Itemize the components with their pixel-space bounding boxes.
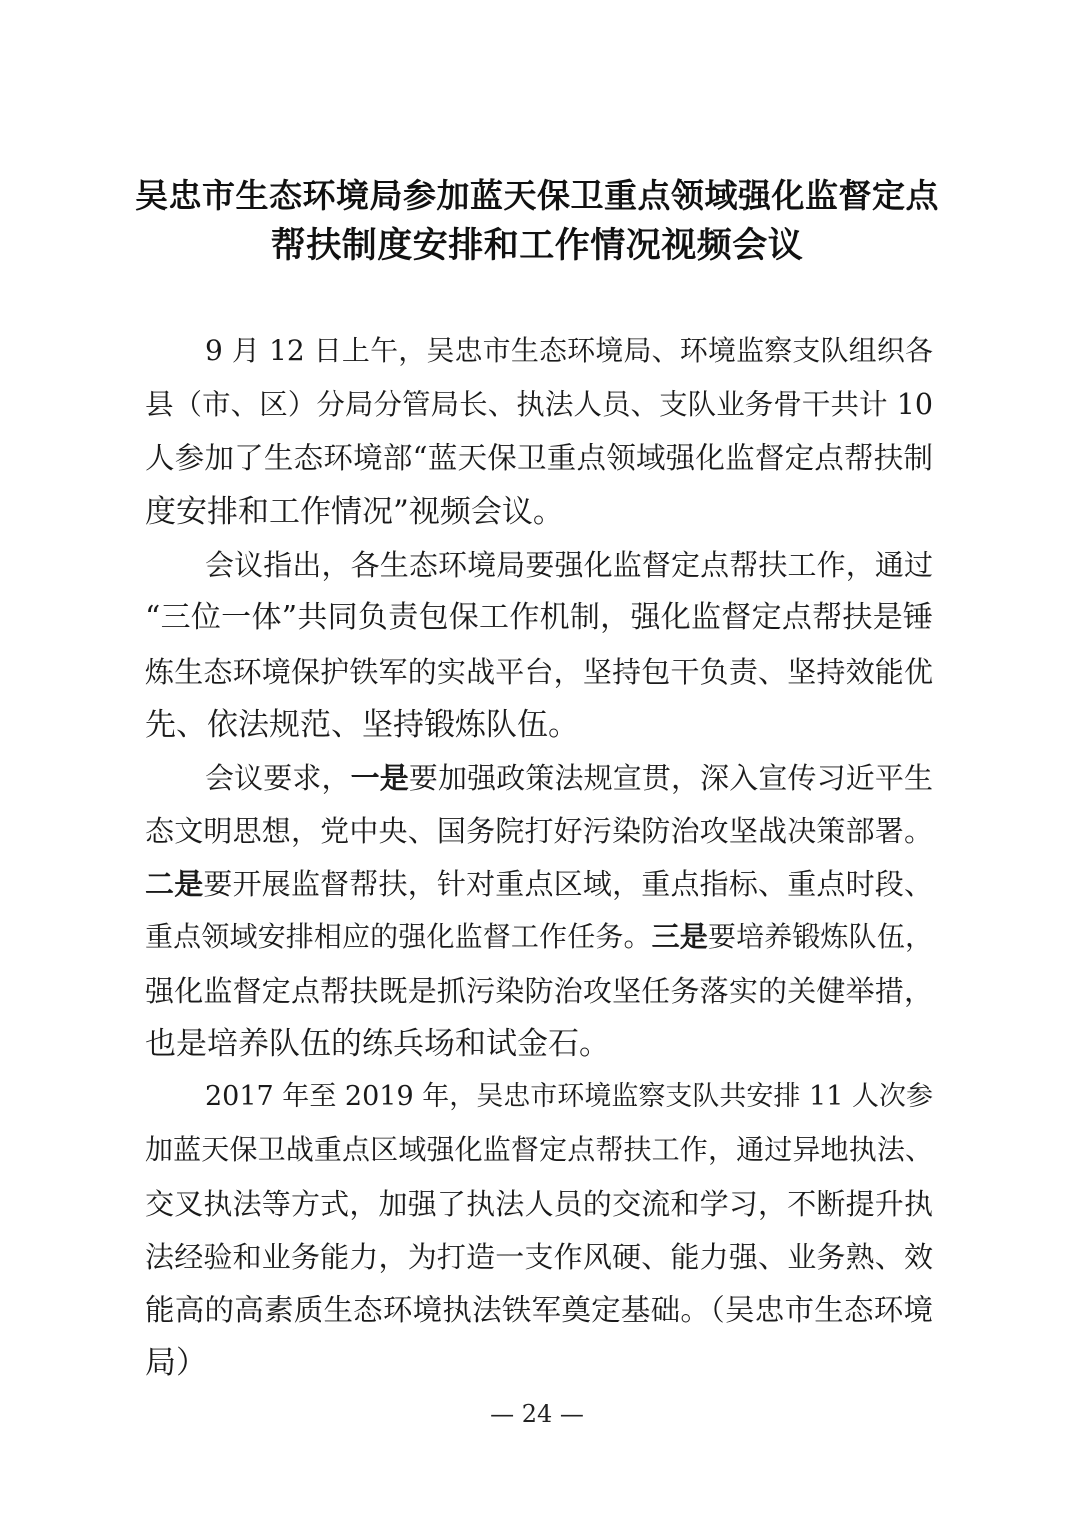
paragraph-3-line-4-post: 要培养锻炼队伍， <box>707 920 933 953</box>
paragraph-2-line-4: 先、依法规范、坚持锻炼队伍。 <box>145 707 579 743</box>
paragraph-4-line-1: 2017 年至 2019 年，吴忠市环境监察支队共安排 11 人次参 <box>205 1081 933 1112</box>
paragraph-1-line-1: 9 月 12 日上午，吴忠市生态环境局、环境监察支队组织各 <box>205 334 933 367</box>
document-title-line-2: 帮扶制度安排和工作情况视频会议 <box>270 226 804 266</box>
paragraph-3-line-6: 也是培养队伍的练兵场和试金石。 <box>145 1026 610 1062</box>
paragraph-4-line-5: 能高的高素质生态环境执法铁军奠定基础。（吴忠市生态环境 <box>145 1293 933 1327</box>
paragraph-3-line-1 <box>205 758 933 798</box>
paragraph-2-line-2: “三位一体”共同负责包保工作机制，强化监督定点帮扶是锤 <box>145 600 933 635</box>
paragraph-1-line-2: 县（市、区）分局分管局长、执法人员、支队业务骨干共计 10 <box>145 388 933 421</box>
page-number: — 24 — <box>490 1400 584 1428</box>
paragraph-3-line-5: 强化监督定点帮扶既是抓污染防治攻坚任务落实的关健举措， <box>145 974 933 1008</box>
paragraph-3-line-4 <box>145 917 933 957</box>
paragraph-4-line-4: 法经验和业务能力，为打造一支作风硬、能力强、业务熟、效 <box>145 1240 933 1274</box>
paragraph-4-line-2: 加蓝天保卫战重点区域强化监督定点帮扶工作，通过异地执法、 <box>145 1133 933 1166</box>
paragraph-3-line-1-post: 要加强政策法规宣贯，深入宣传习近平生 <box>408 761 933 795</box>
paragraph-4-line-6: 局） <box>145 1345 207 1381</box>
paragraph-3-line-3 <box>145 864 933 904</box>
document-title-line-1: 吴忠市生态环境局参加蓝天保卫重点领域强化监督定点 <box>135 176 939 215</box>
point-one-label: 一是 <box>350 761 409 795</box>
paragraph-1-line-3: 人参加了生态环境部“蓝天保卫重点领域强化监督定点帮扶制 <box>145 441 933 475</box>
paragraph-3-line-1-pre: 会议要求， <box>205 761 351 795</box>
paragraph-3-line-3-post: 要开展监督帮扶，针对重点区域，重点指标、重点时段、 <box>203 867 933 901</box>
paragraph-1-line-4: 度安排和工作情况”视频会议。 <box>145 494 564 530</box>
paragraph-3-line-2: 态文明思想，党中央、国务院打好污染防治攻坚战决策部署。 <box>145 814 933 848</box>
point-two-label: 二是 <box>145 867 204 901</box>
paragraph-2-line-1: 会议指出，各生态环境局要强化监督定点帮扶工作，通过 <box>205 548 933 582</box>
paragraph-3-line-4-pre: 重点领域安排相应的强化监督工作任务。 <box>145 920 652 953</box>
point-three-label: 三是 <box>651 920 708 953</box>
paragraph-2-line-3: 炼生态环境保护铁军的实战平台，坚持包干负责、坚持效能优 <box>145 655 933 689</box>
paragraph-4-line-3: 交叉执法等方式，加强了执法人员的交流和学习，不断提升执 <box>145 1187 933 1221</box>
